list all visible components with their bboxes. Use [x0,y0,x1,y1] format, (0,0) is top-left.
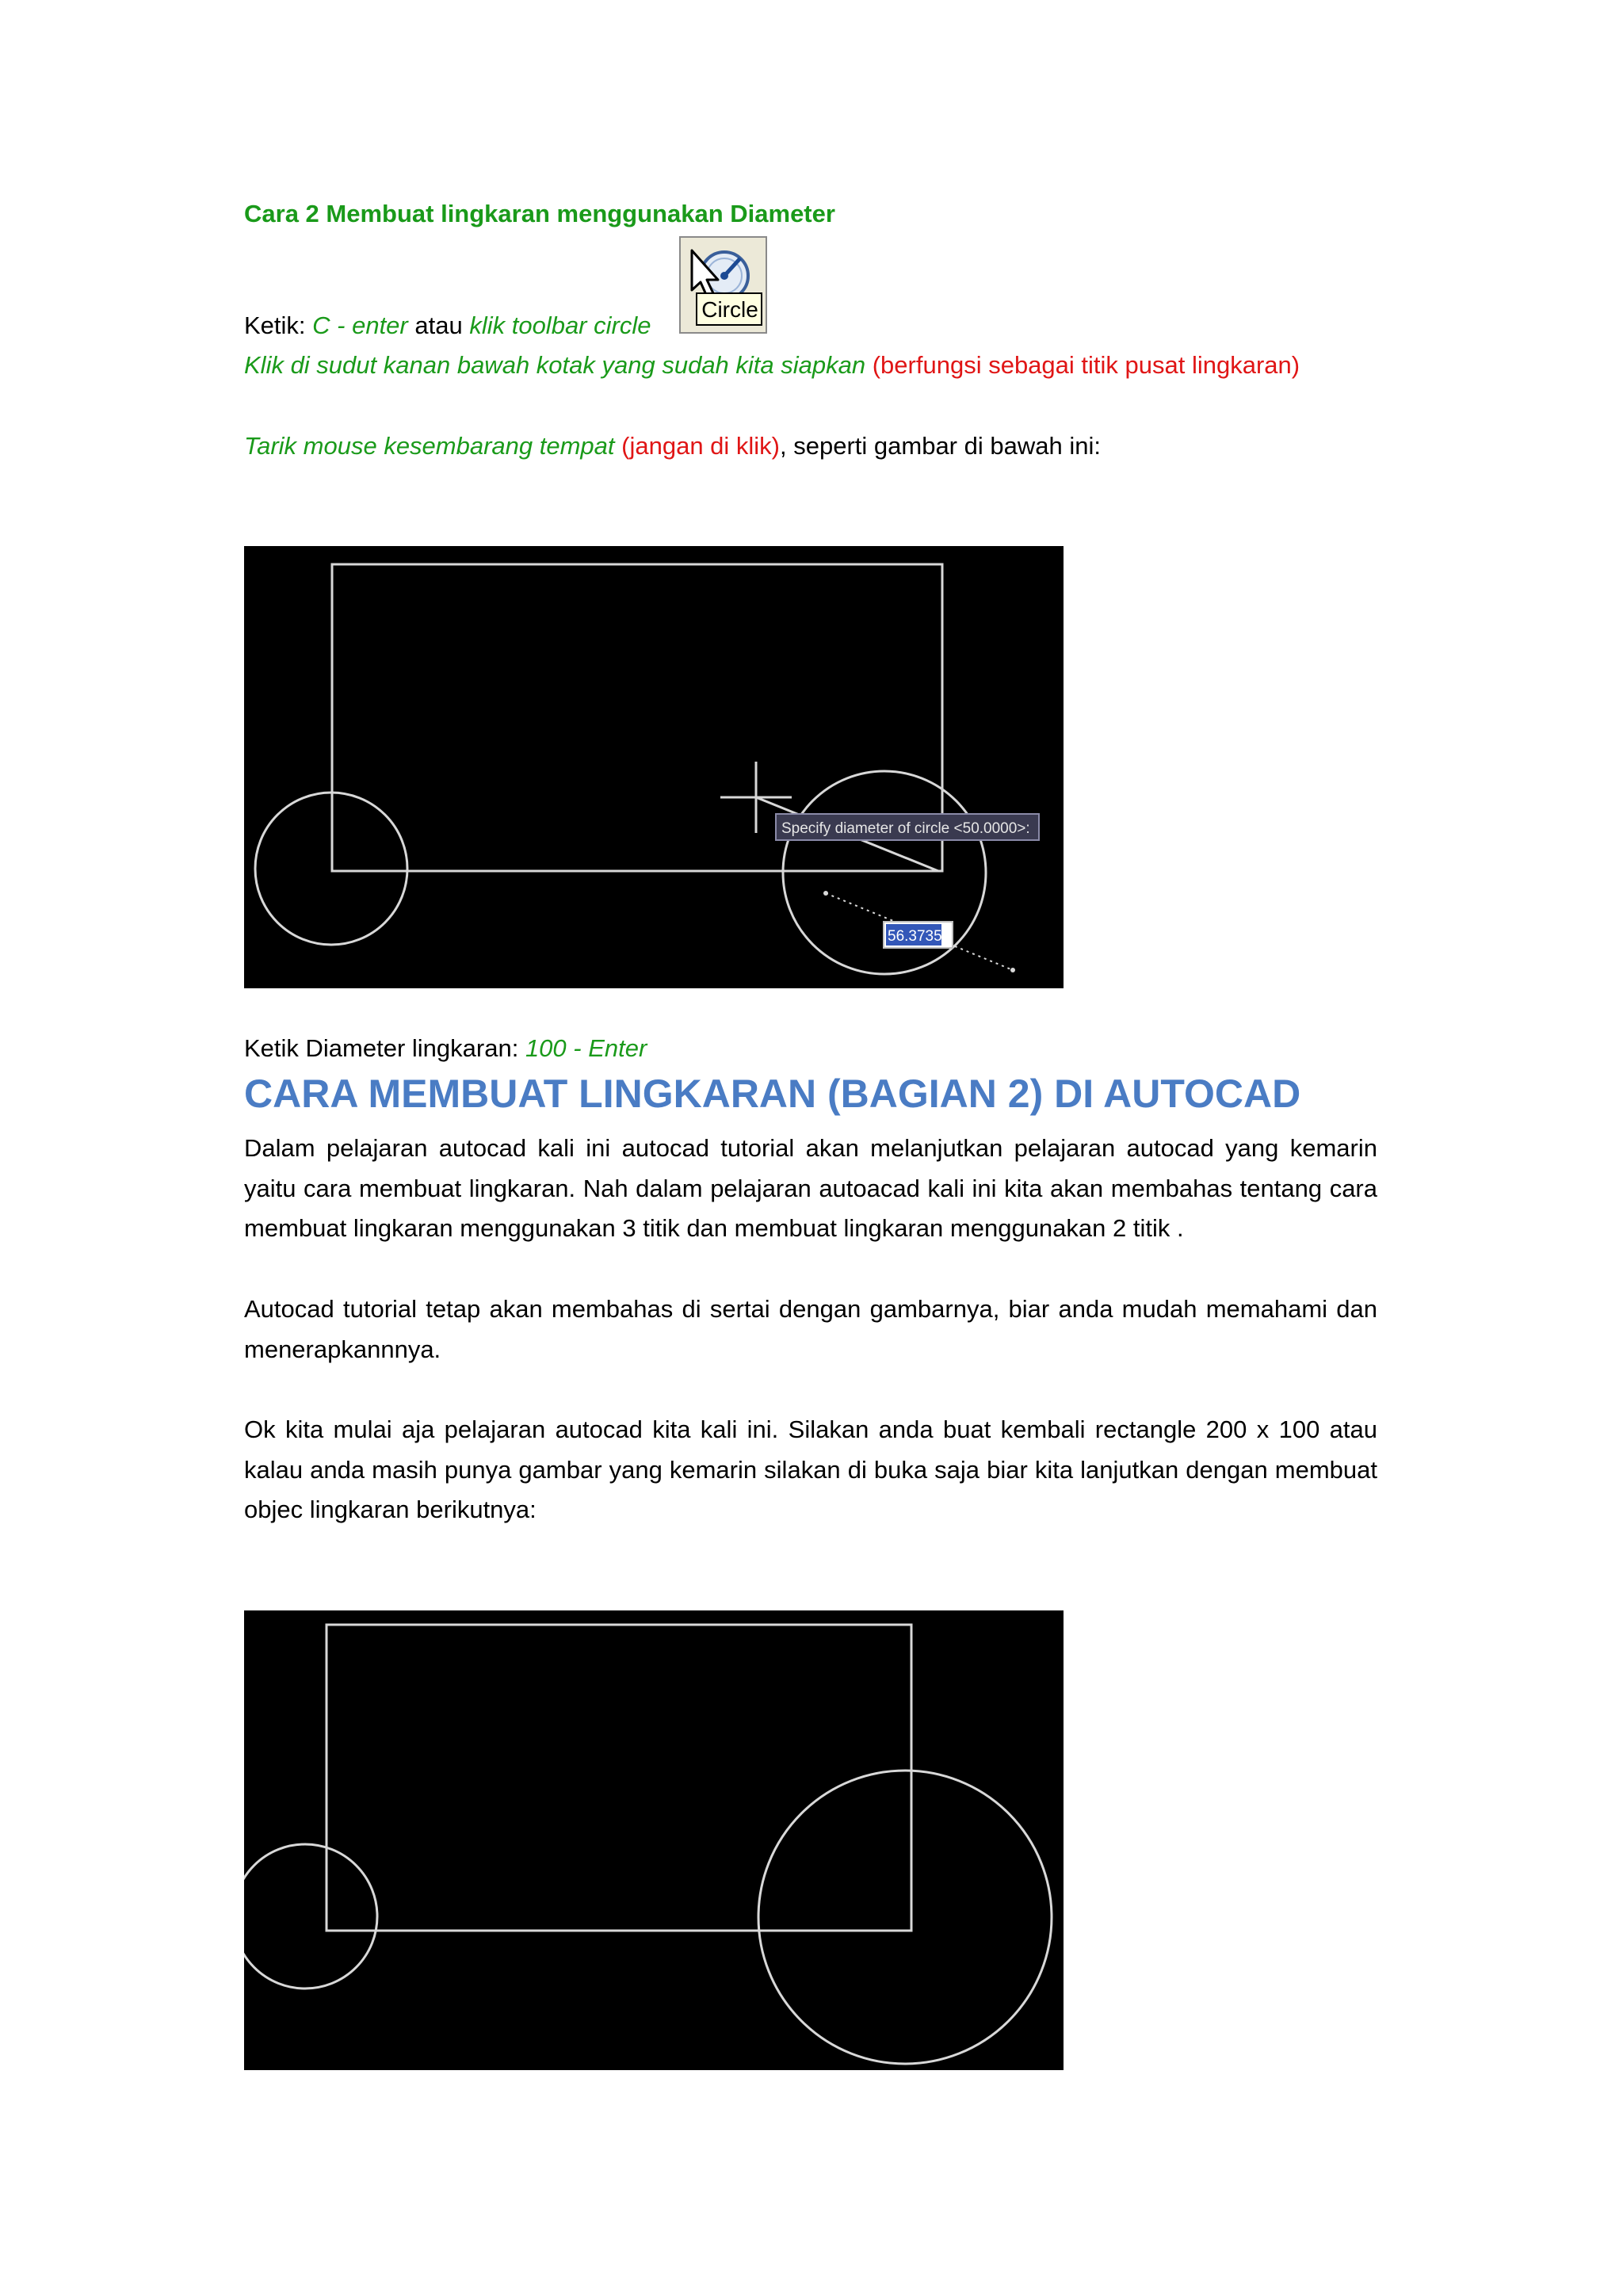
step-1-action: klik toolbar circle [469,311,651,339]
autocad-figure-2 [244,1610,1064,2070]
section-heading: CARA MEMBUAT LINGKARAN (BAGIAN 2) DI AUTOCAD [244,1072,1301,1116]
step-2 [244,350,1300,381]
step-4 [244,1033,647,1064]
step-2-note: (berfungsi sebagai titik pusat lingkaran) [865,351,1300,379]
step-1-prefix: Ketik: [244,311,313,339]
step-3-action: Tarik mouse kesembarang tempat [244,432,615,460]
diameter-prompt-text: Specify diameter of circle <50.0000>: [781,820,1030,837]
autocad-figure-1 [244,546,1064,988]
step-2-action: Klik di sudut kanan bawah kotak yang sudah kita siapkan [244,351,866,379]
step-3 [244,430,1101,462]
step-4-value: 100 - Enter [525,1034,647,1062]
paragraph-2: Autocad tutorial tetap akan membahas di sertai dengan gambarnya, biar anda mudah memahami dan menerapkannnya. [244,1295,1377,1363]
step-3-rest: , seperti gambar di bawah ini: [780,432,1101,460]
section-title: Cara 2 Membuat lingkaran menggunakan Diameter [244,200,835,227]
step-1-mid: atau [407,311,470,339]
step-4-prefix: Ketik Diameter lingkaran: [244,1034,525,1062]
diameter-input-value: 56.3735 [888,928,942,945]
paragraph-1: Dalam pelajaran autocad kali ini autocad tutorial akan melanjutkan pelajaran autocad yang kemarin yaitu cara membuat lingkaran. Nah dalam pelajaran autoacad kali ini kita akan membahas tentang cara membuat lingkaran menggunakan 3 titik dan membuat lingkaran menggunakan 2 titik . [244,1134,1377,1243]
step-1 [244,310,651,342]
step-1-command: C - enter [312,311,408,339]
paragraph-3: Ok kita mulai aja pelajaran autocad kita kali ini. Silakan anda buat kembali rectangle 200 x 100 atau kalau anda masih punya gambar yang kemarin silakan di buka saja biar kita lanjutkan dengan membuat objec lingkaran berikutnya: [244,1415,1377,1524]
step-3-note: (jangan di klik) [614,432,781,460]
circle-tooltip-label: Circle [701,297,758,322]
circle-toolbar-button [679,236,767,334]
